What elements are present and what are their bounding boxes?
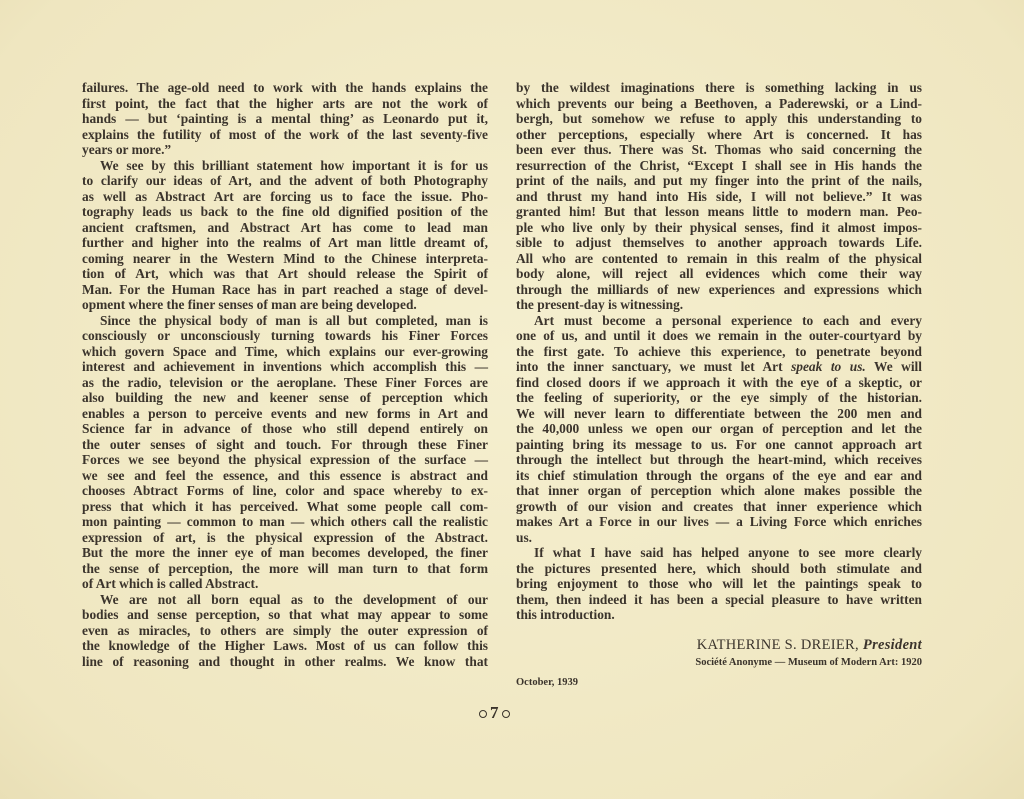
signature-title: President bbox=[862, 637, 922, 653]
paragraph bbox=[82, 158, 488, 313]
text-line: which prevents our being a Beethoven, a Paderewski, or a Lind- bbox=[516, 95, 922, 111]
text-line: hands — but ‘painting is a mental thing’ as Leonardo put it, bbox=[82, 111, 488, 126]
text-line: But the more the inner eye of man becomes developed, the finer bbox=[82, 545, 488, 560]
paragraph bbox=[516, 313, 922, 546]
signature bbox=[697, 637, 922, 654]
text-line: Forces we see beyond the physical expression of the surface — bbox=[82, 452, 488, 467]
text-line: sible to adjust themselves to another approach towards Life. bbox=[516, 235, 922, 250]
ornament-dot-icon bbox=[502, 710, 510, 718]
text-line: us. bbox=[516, 529, 533, 545]
text-line: We are not all born equal as to the development of our bbox=[100, 591, 488, 607]
text-line: makes Art a Force in our lives — a Living Force which enriches bbox=[516, 514, 922, 529]
text-line: mon painting — common to man — which others call the realistic bbox=[82, 514, 488, 529]
text-line: and thrust my hand into His side, I will not believe.” It was bbox=[516, 188, 922, 204]
signature-organization: Société Anonyme — Museum of Modern Art: 1920 bbox=[695, 657, 922, 668]
text-line: ple who live only by their physical senses, find it almost impos- bbox=[516, 219, 922, 235]
text-line: which govern Space and Time, which explains our ever-growing bbox=[82, 343, 488, 359]
left-text-column bbox=[82, 80, 488, 669]
text-line: the present-day is witnessing. bbox=[516, 297, 684, 312]
text-line: the feeling of superiority, or the eye simply of the historian. bbox=[516, 390, 922, 405]
text-line: even as miracles, to others are simply the outer expression of bbox=[82, 622, 488, 638]
right-text-column bbox=[516, 80, 922, 623]
text-line: interest and achievement in inventions which accomplish this — bbox=[82, 359, 488, 374]
emphasis-text: speak to us. bbox=[791, 359, 866, 374]
text-line: through the milliards of new experiences and expressions which bbox=[516, 281, 922, 297]
text-line: find closed doors if we approach it with the eye of a skeptic, or bbox=[516, 374, 922, 390]
text-line: coming nearer in the Western Mind to the Chinese interpreta- bbox=[82, 250, 488, 266]
document-date: October, 1939 bbox=[516, 677, 579, 688]
text-line: through the intellect but through the heart-mind, which receives bbox=[516, 452, 922, 467]
text-line: the first gate. To achieve this experience, to penetrate beyond bbox=[516, 343, 922, 359]
text-line: expression of art, is the physical expression of the Abstract. bbox=[82, 529, 488, 545]
text-line: Science far in advance of those who still depend entirely on bbox=[82, 421, 488, 436]
text-line: All who are contented to remain in this realm of the physical bbox=[516, 250, 922, 266]
text-line: first point, the fact that the higher arts are not the work of bbox=[82, 95, 488, 111]
text-line: We will never learn to differentiate between the 200 men and bbox=[516, 405, 922, 421]
text-line: enables a person to perceive events and new forms in Art and bbox=[82, 405, 488, 421]
paragraph bbox=[82, 592, 488, 670]
paragraph bbox=[82, 313, 488, 592]
text-line: consciously or unconsciously turning towards his Finer Forces bbox=[82, 328, 488, 343]
text-line: chooses Abtract Forms of line, color and space whereby to ex- bbox=[82, 483, 488, 498]
text-line: We see by this brilliant statement how important it is for us bbox=[100, 157, 488, 173]
text-line: line of reasoning and thought in other realms. We know that bbox=[82, 653, 488, 669]
text-line: as the radio, television or the aeroplane. These Finer Forces are bbox=[82, 374, 488, 390]
text-line: as well as Abstract Art are forcing us to face the issue. Pho- bbox=[82, 188, 488, 204]
text-line: the knowledge of the Higher Laws. Most of us can follow this bbox=[82, 638, 488, 653]
text-line bbox=[516, 359, 922, 375]
text-line: of Art which is called Abstract. bbox=[82, 576, 259, 591]
text-line: the pictures presented here, which should both stimulate and bbox=[516, 560, 922, 576]
text-line: tography leads us back to the fine old dignified position of the bbox=[82, 204, 488, 219]
text-line: resurrection of the Christ, “Except I shall see in His hands the bbox=[516, 157, 922, 173]
text-line: also building the new and keener sense of perception which bbox=[82, 390, 488, 405]
text-line: other perceptions, especially where Art is concerned. It has bbox=[516, 126, 922, 142]
text-line: bodies and sense perception, so that what may appear to some bbox=[82, 607, 488, 622]
page-number-text: 7 bbox=[490, 703, 499, 722]
page-number bbox=[476, 703, 513, 723]
text-line: by the wildest imaginations there is something lacking in us bbox=[516, 80, 922, 95]
text-line: one of us, and until it does we remain in the outer-courtyard by bbox=[516, 328, 922, 343]
text-segment: into the inner sanctuary, we must let Art bbox=[516, 359, 792, 374]
text-line: this introduction. bbox=[516, 607, 615, 622]
paragraph bbox=[82, 80, 488, 158]
text-line: its chief stimulation through the organs of the eye and ear and bbox=[516, 467, 922, 483]
text-line: body alone, will reject all evidences which come their way bbox=[516, 266, 922, 281]
signature-name: KATHERINE S. DREIER, bbox=[696, 637, 859, 653]
paragraph bbox=[516, 545, 922, 623]
text-line: the outer senses of sight and touch. For through these Finer bbox=[82, 436, 488, 452]
text-line: further and higher into the realms of Art man little dreamt of, bbox=[82, 235, 488, 250]
text-line: tion of Art, which was that Art should release the Spirit of bbox=[82, 266, 488, 281]
text-line: been ever thus. There was St. Thomas who said concerning the bbox=[516, 142, 922, 157]
text-line: growth of our vision and creates that inner experience which bbox=[516, 498, 922, 514]
text-line: years or more.” bbox=[82, 142, 172, 157]
text-line: bring enjoyment to those who will let the paintings speak to bbox=[516, 576, 922, 591]
text-line: Man. For the Human Race has in part reached a stage of devel- bbox=[82, 281, 488, 297]
text-line: the 40,000 unless we open our organ of perception and let the bbox=[516, 421, 922, 436]
text-line: we see and feel the essence, and this essence is abstract and bbox=[82, 467, 488, 483]
text-line: to clarify our ideas of Art, and the advent of both Photography bbox=[82, 173, 488, 188]
text-line: If what I have said has helped anyone to see more clearly bbox=[534, 545, 922, 560]
text-line: them, then indeed it has been a special pleasure to have written bbox=[516, 591, 922, 607]
text-line: print of the nails, and put my finger into the print of the nails, bbox=[516, 173, 922, 188]
text-line: the sense of perception, the more will man turn to that form bbox=[82, 560, 488, 576]
text-line: failures. The age-old need to work with the hands explains the bbox=[82, 80, 488, 95]
text-line: Art must become a personal experience to each and every bbox=[534, 312, 922, 328]
text-line: granted him! But that lesson means little to modern man. Peo- bbox=[516, 204, 922, 219]
text-line: press that which it has perceived. What some people call com- bbox=[82, 498, 488, 514]
ornament-dot-icon bbox=[479, 710, 487, 718]
text-line: that inner organ of perception which alone makes possible the bbox=[516, 483, 922, 498]
text-line: explains the futility of most of the work of the last seventy-five bbox=[82, 126, 488, 142]
text-line: ancient craftsmen, and Abstract Art has come to lead man bbox=[82, 219, 488, 235]
text-line: bergh, but somehow we refuse to apply this understanding to bbox=[516, 111, 922, 126]
text-segment: We will bbox=[865, 359, 923, 374]
text-line: Since the physical body of man is all but completed, man is bbox=[100, 312, 488, 328]
paragraph bbox=[516, 80, 922, 313]
text-line: painting bring its message to us. For one cannot approach art bbox=[516, 436, 922, 452]
text-line: opment where the finer senses of man are being developed. bbox=[82, 297, 417, 312]
